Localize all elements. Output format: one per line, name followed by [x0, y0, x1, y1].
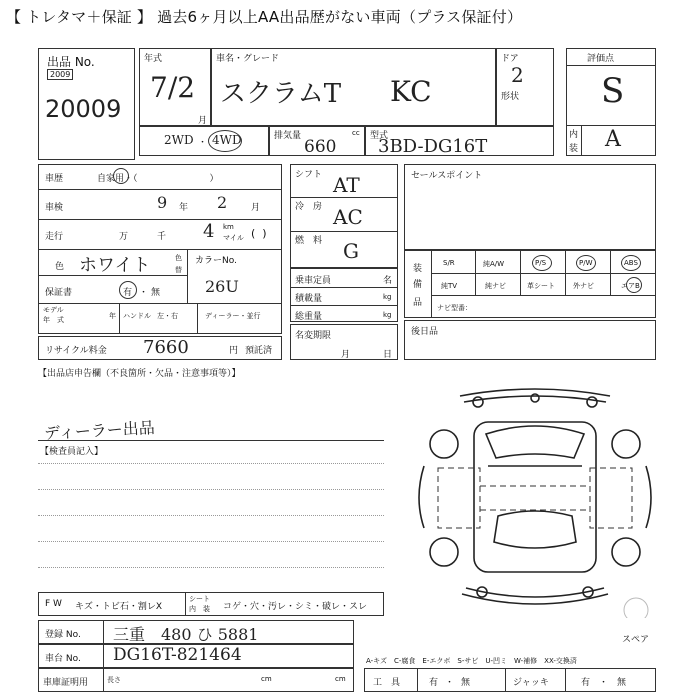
equip-sr: S/R [443, 259, 455, 267]
lot-small-number: 2009 [47, 69, 73, 80]
warranty-yes: 有 [123, 288, 133, 298]
equip-ext-nav: 外ナビ [573, 282, 594, 290]
interior-value: A [605, 127, 621, 152]
fw-text: キズ・トビ石・割レX [75, 602, 162, 612]
model-year-label-1: モデル [43, 306, 64, 314]
mileage-paren: ( ) [251, 227, 267, 240]
ac-value: AC [333, 205, 363, 229]
jack-yes: 有 [581, 678, 591, 688]
engine-unit: cc [352, 129, 360, 137]
capacity-box [290, 268, 398, 322]
equip-leather: 革シート [527, 282, 555, 290]
recycle-status: 預託済 [245, 346, 273, 356]
model-label: 型式 [370, 131, 389, 141]
recycle-label: リサイクル料金 [45, 346, 107, 356]
registration-label: 登録 No. [45, 630, 81, 640]
history-label: 車歴 [45, 174, 64, 184]
equip-airbag-circle [626, 277, 642, 293]
car-damage-diagram [404, 378, 666, 618]
chassis-row [38, 644, 354, 668]
model-value: 3BD-DG16T [378, 136, 488, 157]
recycle-unit: 円 [229, 346, 239, 356]
certificate-label: 車庫証明用 [43, 678, 89, 688]
equip-airbag: エアB [621, 282, 640, 290]
recycle-row [38, 336, 282, 360]
inspection-year: 9 [157, 193, 168, 212]
handle-label: ハンドル [123, 312, 151, 320]
name-change-day: 日 [383, 350, 393, 360]
name-change-month: 月 [341, 350, 351, 360]
jack-label: ジャッキ [513, 678, 549, 688]
equip-pw-circle [576, 255, 596, 271]
mileage-unit-km: km [223, 223, 234, 231]
drive-separator: ・ [198, 138, 208, 148]
tools-row [364, 668, 656, 692]
inspection-month: 2 [217, 193, 228, 212]
name-change-label: 名変期限 [295, 331, 332, 341]
certificate-cm-2: cm [335, 675, 346, 683]
color-no-value: 26U [205, 277, 239, 296]
tools-label: 工 具 [373, 678, 401, 688]
inspection-month-unit: 月 [251, 203, 261, 213]
shift-label: シフト [295, 170, 323, 180]
mileage-sen: 千 [157, 232, 167, 242]
equip-pw: P/W [579, 259, 593, 267]
registration-row [38, 620, 354, 644]
shift-box [290, 164, 398, 268]
mileage-man: 万 [119, 232, 129, 242]
tools-no: 無 [461, 678, 471, 688]
vehicle-info-table [38, 164, 282, 334]
tools-yes: 有 [429, 678, 439, 688]
registration-value: 三重 480 ひ 5881 [113, 625, 259, 644]
dealer-label: ディーラー・並行 [205, 312, 261, 320]
car-name-label: 車名・グレード [216, 54, 280, 64]
load-unit: kg [383, 293, 392, 301]
seller-notes-label: 【出品店申告欄（不良箇所・欠品・注意事項等）】 [38, 369, 241, 379]
equip-aw: 純A/W [483, 260, 505, 268]
sales-point-box [404, 164, 656, 250]
inspection-year-unit: 年 [179, 203, 189, 213]
capacity-unit: 名 [383, 276, 393, 286]
score-value: S [601, 71, 625, 111]
warranty-separator: ・ [139, 288, 149, 298]
model-box [365, 126, 554, 156]
inspector-label: 【検査員記入】 [40, 447, 104, 457]
color-sub2: 替 [175, 266, 182, 274]
equip-ps: P/S [535, 259, 547, 267]
inspection-label: 車検 [45, 203, 64, 213]
later-items-label: 後日品 [411, 327, 439, 337]
shift-value: AT [333, 173, 360, 197]
doors-box [496, 48, 554, 126]
weight-label: 総重量 [295, 312, 323, 322]
drive-box [139, 126, 269, 156]
warranty-no: 無 [151, 288, 161, 298]
drive-4wd: 4WD [212, 133, 242, 147]
car-name-box [211, 48, 496, 126]
equip-nav: 純ナビ [485, 282, 506, 290]
year-value: 7/2 [150, 71, 196, 104]
chassis-value: DG16T-821464 [113, 645, 242, 665]
drive-circle [208, 130, 242, 152]
certificate-cm-1: cm [261, 675, 272, 683]
mileage-value: 4 [203, 221, 215, 242]
later-items-box [404, 320, 656, 360]
mileage-label: 走行 [45, 232, 64, 242]
tools-separator: ・ [445, 678, 455, 688]
ac-label: 冷 房 [295, 202, 323, 212]
fuel-label: 燃 料 [295, 236, 323, 246]
certificate-row [38, 668, 354, 692]
shape-label: 形状 [501, 92, 520, 102]
year-label: 年式 [144, 54, 163, 64]
spare-label: スペア [622, 635, 650, 645]
equipment-box [404, 250, 656, 318]
history-circle [113, 168, 129, 184]
year-box [139, 48, 211, 126]
damage-legend: A-キズ C-腐食 E-エクボ S-サビ U-凹ミ W-補修 XX-交換済 [366, 657, 577, 665]
score-box [566, 48, 656, 156]
seller-notes-handwritten: ディーラー出品 [43, 418, 156, 443]
color-value: ホワイト [79, 255, 151, 276]
lot-number-box [38, 48, 135, 160]
nav-model-label: ナビ型番： [437, 304, 472, 312]
seat-label-1: シート [189, 595, 210, 603]
score-label: 評価点 [587, 54, 615, 64]
equip-ps-circle [532, 255, 552, 271]
history-text: 自家用・（ ） [97, 174, 219, 184]
fuel-value: G [343, 239, 359, 263]
model-year-label-2: 年 式 [43, 316, 64, 324]
color-sub1: 色 [175, 254, 182, 262]
sales-point-label: セールスポイント [411, 171, 483, 181]
color-label: 色 [55, 262, 65, 272]
jack-no: 無 [617, 678, 627, 688]
equip-tv: 純TV [441, 282, 458, 290]
equip-abs-circle [621, 255, 641, 271]
equip-abs: ABS [624, 259, 638, 267]
name-change-box [290, 324, 398, 360]
jack-separator: ・ [599, 678, 609, 688]
drive-2wd: 2WD [164, 133, 194, 147]
warranty-circle [119, 281, 137, 299]
car-grade: KC [390, 75, 432, 108]
equipment-side-1: 装 [413, 264, 423, 274]
chassis-label: 車台 No. [45, 654, 81, 664]
page-title: 【 トレタマ＋保証 】 過去6ヶ月以上AA出品歴がない車両（プラス保証付） [6, 8, 523, 26]
interior-label-1: 内 [569, 130, 579, 140]
doors-value: 2 [511, 63, 524, 87]
lot-label: 出品 No. [47, 55, 95, 69]
inspector-section [38, 440, 384, 590]
color-no-label: カラーNo. [195, 256, 237, 266]
warranty-label: 保証書 [45, 288, 73, 298]
engine-box [269, 126, 365, 156]
car-name: スクラムT [220, 79, 342, 109]
doors-label: ドア [501, 54, 519, 64]
load-label: 積載量 [295, 294, 323, 304]
equipment-side-3: 品 [413, 298, 423, 308]
engine-label: 排気量 [274, 131, 302, 141]
spare-tire-icon [624, 598, 648, 618]
lot-number: 20009 [45, 95, 122, 123]
seat-label-2: 内 装 [189, 605, 210, 613]
engine-value: 660 [304, 137, 337, 157]
certificate-long-label: 長さ [107, 676, 121, 684]
handle-value: 左・右 [157, 312, 178, 320]
equipment-side-2: 備 [413, 280, 423, 290]
mileage-unit-mile: マイル [223, 234, 244, 242]
fw-label: F W [45, 599, 62, 609]
weight-unit: kg [383, 311, 392, 319]
seat-text: コゲ・穴・汚レ・シミ・破レ・スレ [223, 602, 368, 612]
recycle-value: 7660 [143, 337, 189, 358]
capacity-label: 乗車定員 [295, 276, 332, 286]
interior-label-2: 装 [569, 144, 579, 154]
model-year-unit: 年 [109, 312, 116, 320]
condition-row [38, 592, 384, 616]
year-month-unit: 月 [198, 116, 208, 126]
